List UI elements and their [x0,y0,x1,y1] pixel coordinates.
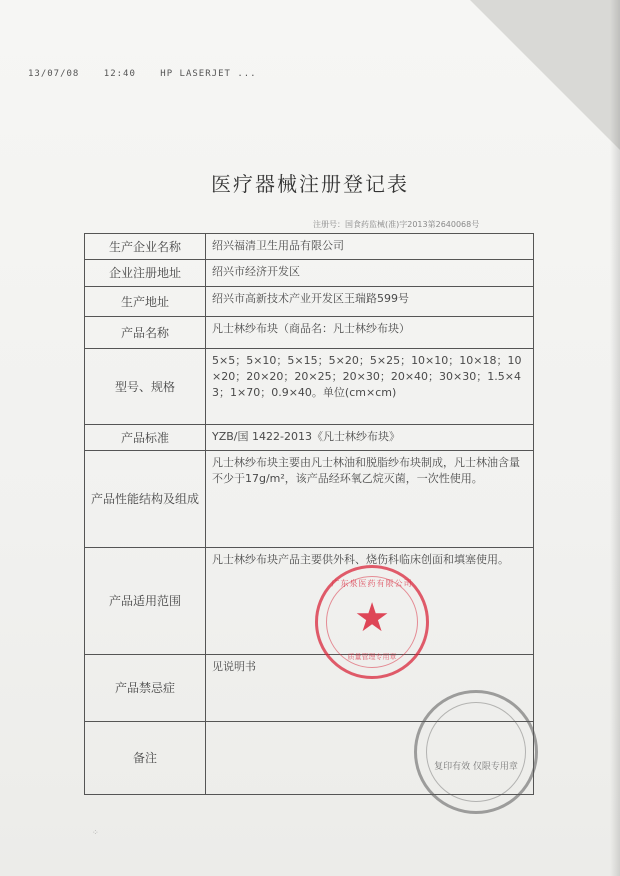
row-label: 产品名称 [85,317,206,349]
page-edge-shadow [610,0,620,876]
row-label: 生产企业名称 [85,234,206,260]
fax-from: HP LASERJET ... [160,69,257,79]
gray-copy-seal [414,690,538,814]
row-value: 凡士林纱布块（商品名：凡士林纱布块） [206,317,534,349]
page-title: 医疗器械注册登记表 [211,172,409,196]
row-value: 凡士林纱布块产品主要供外科、烧伤科临床创面和填塞使用。 [206,548,534,655]
table-row [85,425,534,451]
star-icon: ★ [354,595,390,641]
table-row [85,234,534,260]
row-value: 绍兴福清卫生用品有限公司 [206,234,534,260]
table-row [85,287,534,317]
table-row [85,548,534,655]
row-value: 见说明书 [206,655,534,722]
seal-subtitle: 复印有效 仅限专用章 [434,762,518,772]
fax-header [28,69,275,79]
row-label: 产品适用范围 [85,548,206,655]
table-row [85,260,534,287]
folded-corner [470,0,620,150]
registration-number: 注册号：国食药监械(准)字2013第2640068号 [313,220,480,229]
row-label: 备注 [85,722,206,795]
row-label: 型号、规格 [85,349,206,425]
seal-inner-ring [426,702,526,802]
row-label: 生产地址 [85,287,206,317]
row-value: 绍兴市经济开发区 [206,260,534,287]
fax-time: 12:40 [103,69,136,79]
row-label: 产品标准 [85,425,206,451]
table-row [85,317,534,349]
table-row [85,349,534,425]
row-value: YZB/国 1422-2013《凡士林纱布块》 [206,425,534,451]
seal-subtitle: 质量管理专用章 [347,653,397,661]
row-label: 企业注册地址 [85,260,206,287]
row-value: 绍兴市高新技术产业开发区王瑞路599号 [206,287,534,317]
table-row [85,451,534,548]
seal-company-name: 广东泉医药有限公司 [331,579,413,588]
fax-date: 13/07/08 [28,69,80,79]
row-label: 产品性能结构及组成 [85,451,206,548]
red-company-seal [315,565,429,679]
row-label: 产品禁忌症 [85,655,206,722]
row-value: 5×5；5×10；5×15；5×20；5×25；10×10；10×18；10×20；20×20；20×25；20×30；20×40；30×30；1.5×43；1×70；0.9×40。单位(cm×cm) [206,349,534,425]
scan-specks: ⁘ [92,828,99,837]
row-value: 凡士林纱布块主要由凡士林油和脱脂纱布块制成，凡士林油含量不少于17g/m²，该产品经环氧乙烷灭菌，一次性使用。 [206,451,534,548]
